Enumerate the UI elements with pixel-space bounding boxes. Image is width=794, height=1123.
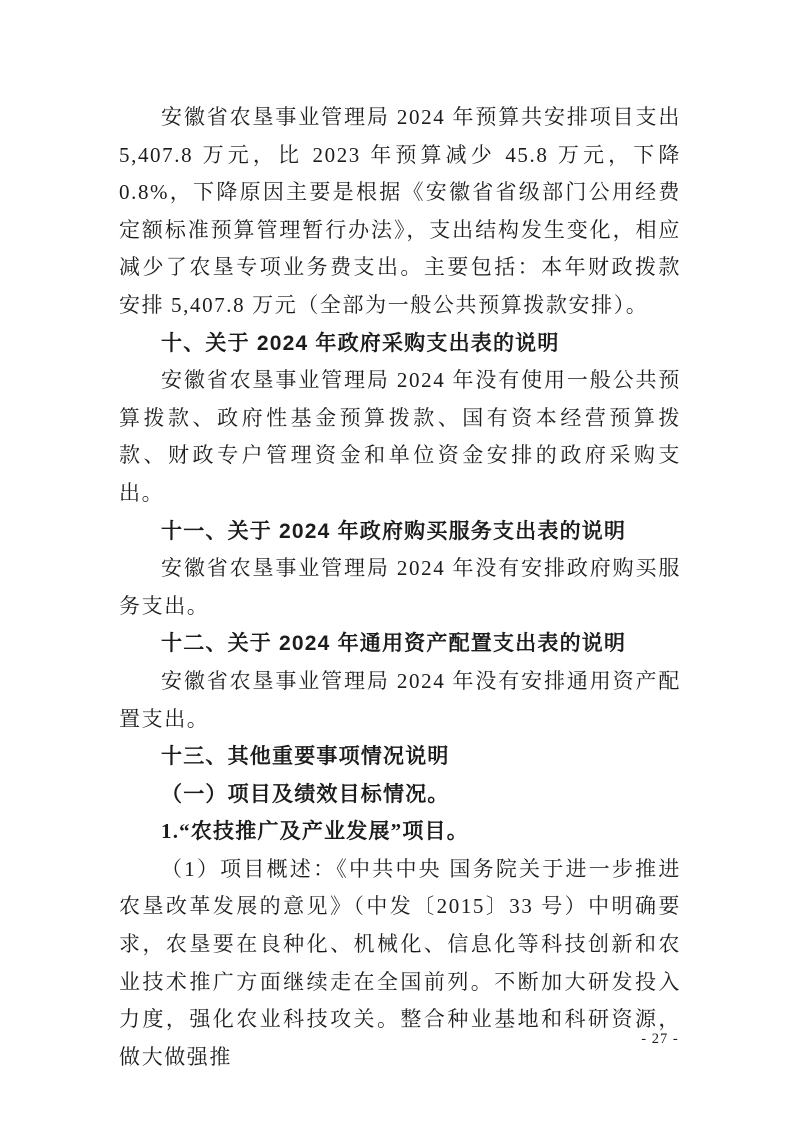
para-project-overview: （1）项目概述：《中共中央 国务院关于进一步推进农垦改革发展的意见》（中发〔2015〕33 号）中明确要求，农垦要在良种化、机械化、信息化等科技创新和农业技术推广方面继续走在全国前列。不断加大研发投入力度，强化农业科技攻关。整合种业基地和科研资源，做大做强推 <box>119 856 681 1069</box>
para-section-12: 安徽省农垦事业管理局 2024 年没有安排通用资产配置支出。 <box>119 668 681 731</box>
subheading-projects-and-performance: （一）项目及绩效目标情况。 <box>161 781 450 806</box>
subheading-agritech-project: 1.“农技推广及产业发展”项目。 <box>161 819 469 844</box>
heading-section-11: 十一、关于 2024 年政府购买服务支出表的说明 <box>161 519 627 543</box>
page-number: - 27 - <box>641 1031 679 1047</box>
document-body <box>119 99 681 1076</box>
para-section-10: 安徽省农垦事业管理局 2024 年没有使用一般公共预算拨款、政府性基金预算拨款、国有资本经营预算拨款、财政专户管理资金和单位资金安排的政府采购支出。 <box>119 368 681 505</box>
heading-section-10: 十、关于 2024 年政府采购支出表的说明 <box>161 331 560 355</box>
para-budget-overview: 安徽省农垦事业管理局 2024 年预算共安排项目支出 5,407.8 万元，比 2023 年预算减少 45.8 万元，下降 0.8%，下降原因主要是根据《安徽省省级部门公用经费定额标准预算管理暂行办法》，支出结构发生变化，相应减少了农垦专项业务费支出。主要包括：本年财政拨款安排 5,407.8 万元（全部为一般公共预算拨款安排）。 <box>119 105 681 317</box>
para-section-11: 安徽省农垦事业管理局 2024 年没有安排政府购买服务支出。 <box>119 556 681 618</box>
heading-section-12: 十二、关于 2024 年通用资产配置支出表的说明 <box>161 632 627 656</box>
heading-section-13: 十三、其他重要事项情况说明 <box>161 745 450 769</box>
